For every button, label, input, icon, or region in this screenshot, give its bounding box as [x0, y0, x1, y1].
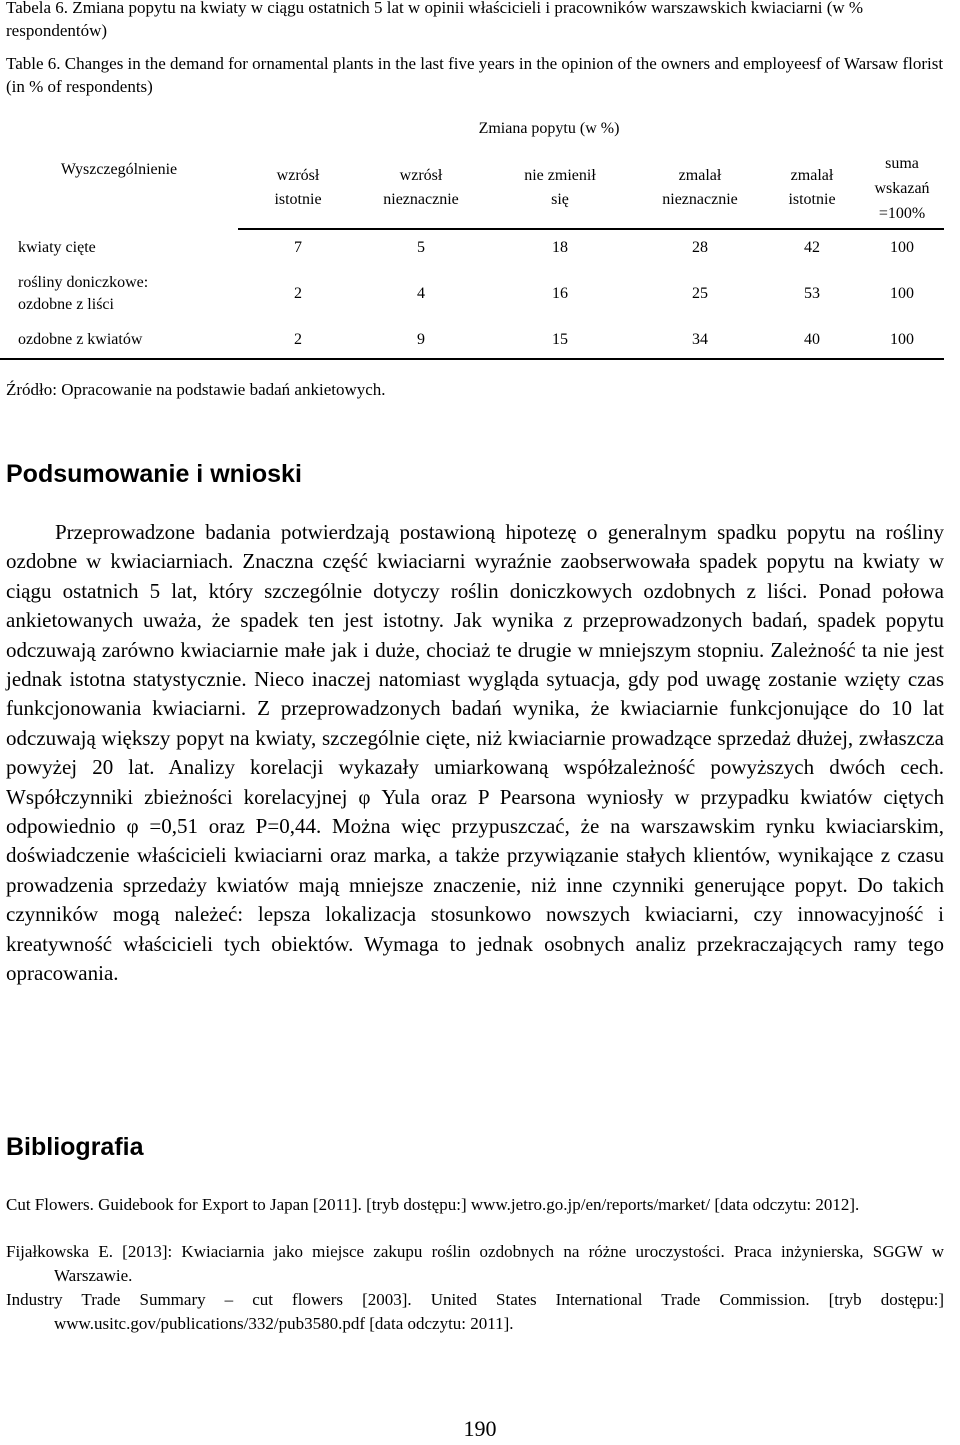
- bibliography-entry: Fijałkowska E. [2013]: Kwiaciarnia jako miejsce zakupu roślin ozdobnych na różne uroczystości. Praca inżynierska, SGGW w Warszawie.: [6, 1242, 944, 1285]
- table-cell: 42: [804, 239, 820, 256]
- page-number: 190: [463, 1416, 497, 1441]
- row-header-cell: [0, 110, 238, 229]
- table-cell: 5: [417, 239, 425, 256]
- column-header-line: wzrósł: [399, 167, 443, 184]
- column-header-line: istotnie: [274, 191, 322, 208]
- column-header-line: wskazań: [874, 179, 930, 197]
- column-header-line: nie zmienił: [524, 167, 596, 184]
- table-cell: 16: [552, 285, 568, 302]
- column-header-line: się: [551, 191, 569, 208]
- row-label-line: ozdobne z kwiatów: [18, 331, 143, 348]
- bibliography-entry: Cut Flowers. Guidebook for Export to Japan [2011]. [tryb dostępu:] www.jetro.go.jp/en/reports/market/ [data odczytu: 2012].: [6, 1195, 860, 1214]
- table-caption-english: Table 6. Changes in the demand for ornamental plants in the last five years in the opinion of the owners and employeesf of Warsaw florist (in % of respondents): [6, 54, 944, 96]
- table-cell: 100: [860, 322, 944, 359]
- row-label-line: kwiaty cięte: [18, 238, 96, 256]
- column-header-line: nieznacznie: [662, 191, 738, 208]
- column-header-line: =100%: [878, 204, 926, 222]
- table-cell: 40: [764, 322, 860, 359]
- group-header-cell: [238, 110, 860, 148]
- row-label-line: ozdobne z liści: [18, 296, 114, 313]
- table-cell: 100: [890, 239, 914, 256]
- table-row: [0, 229, 944, 266]
- summary-heading: Podsumowanie i wnioski: [6, 460, 302, 488]
- table-source-note: Źródło: Opracowanie na podstawie badań ankietowych.: [6, 380, 386, 399]
- bibliography-entry: Industry Trade Summary – cut flowers [2003]. United States International Trade Commission. [tryb dostępu:] www.usitc.gov/publications/332/pub3580.pdf [data odczytu: 2011].: [6, 1290, 944, 1333]
- demand-change-table: [0, 110, 944, 360]
- column-header-line: suma: [885, 154, 919, 172]
- table-cell: 18: [552, 239, 568, 256]
- table-cell: 28: [692, 239, 708, 256]
- summary-paragraph: Przeprowadzone badania potwierdzają postawioną hipotezę o generalnym spadku popytu na rośliny ozdobne w kwiaciarniach. Znaczna część kwiaciarni wyraźnie zaobserwowała spadek popytu na kwiaty w ciągu ostatnich 5 lat, który szczególnie dotyczy roślin doniczkowych ozdobnych z liści. Ponad połowa ankietowanych uważa, że spadek ten jest istotny. Jak wynika z przeprowadzonych badań, spadek popytu odczuwają zarówno kwiaciarnie małe jak i duże, chociaż te drugie w mniejszym stopniu. Zależność ta nie jest jednak istotna statystycznie. Nieco inaczej natomiast wygląda sytuacja, gdy pod uwagę zostanie wzięty czas funkcjonowania kwiaciarni. Z przeprowadzonych badań wynika, że kwiaciarnie funkcjonujące do 10 lat odczuwają większy popyt na kwiaty, szczególnie cięte, niż kwiaciarnie prowadzące sprzedaż dłużej, zwłaszcza powyżej 20 lat. Analizy korelacji wykazały umiarkowaną współzależność powyższych dwóch cech. Współczynniki zbieżności korelacyjnej φ Yula oraz P Pearsona wyniosły w przypadku kwiatów ciętych odpowiednio φ =0,51 oraz P=0,44. Można więc przypuszczać, że na warszawskim rynku kwiaciarskim, doświadczenie właścicieli kwiaciarni oraz marka, a także przywiązanie stałych klientów, wynikające z czasu prowadzenia sprzedaży kwiatów mają mniejsze znaczenie, niż inne czynniki generujące popyt. Do takich czynników mogą należeć: lepsza lokalizacja stosunkowo nowszych kwiaciarni, czy innowacyjność i kreatywność właścicieli tych obiektów. Wymaga to jednak osobnych analiz przekraczających ramy tego opracowania.: [6, 520, 944, 986]
- table-caption-polish: Tabela 6. Zmiana popytu na kwiaty w ciągu ostatnich 5 lat w opinii właścicieli i pracowników warszawskich kwiaciarni (w % respondentów): [6, 0, 864, 40]
- table-cell: 53: [804, 285, 820, 302]
- empty-header-cell: [860, 110, 944, 148]
- row-label: [0, 266, 238, 322]
- sum-column-header: [860, 148, 944, 229]
- column-header: [238, 148, 358, 229]
- table-cell: 9: [358, 322, 484, 359]
- row-header-label: Wyszczególnienie: [60, 160, 178, 178]
- table-cell: 15: [484, 322, 636, 359]
- row-label: [0, 229, 238, 266]
- row-label: [0, 322, 238, 359]
- column-header: [358, 148, 484, 229]
- bibliography-heading: Bibliografia: [6, 1133, 144, 1161]
- column-header: [764, 148, 860, 229]
- table-cell: 7: [294, 239, 302, 256]
- table-cell: 2: [294, 285, 302, 302]
- column-header-line: istotnie: [788, 191, 836, 208]
- table-cell: 2: [238, 322, 358, 359]
- table-cell: 100: [890, 285, 914, 302]
- table-row: [0, 322, 944, 359]
- column-header-line: wzrósł: [276, 167, 320, 184]
- column-header-line: zmalał: [790, 167, 834, 184]
- column-header: [636, 148, 764, 229]
- table-cell: 34: [636, 322, 764, 359]
- column-header-line: zmalał: [678, 167, 722, 184]
- table-cell: 25: [692, 285, 708, 302]
- row-label-line: rośliny doniczkowe:: [18, 274, 149, 291]
- table-group-header-row: [0, 110, 944, 148]
- table-cell: 4: [417, 285, 425, 302]
- column-header-line: nieznacznie: [383, 191, 459, 208]
- table-row: [0, 266, 944, 322]
- group-header-label: Zmiana popytu (w %): [478, 120, 620, 137]
- column-header: [484, 148, 636, 229]
